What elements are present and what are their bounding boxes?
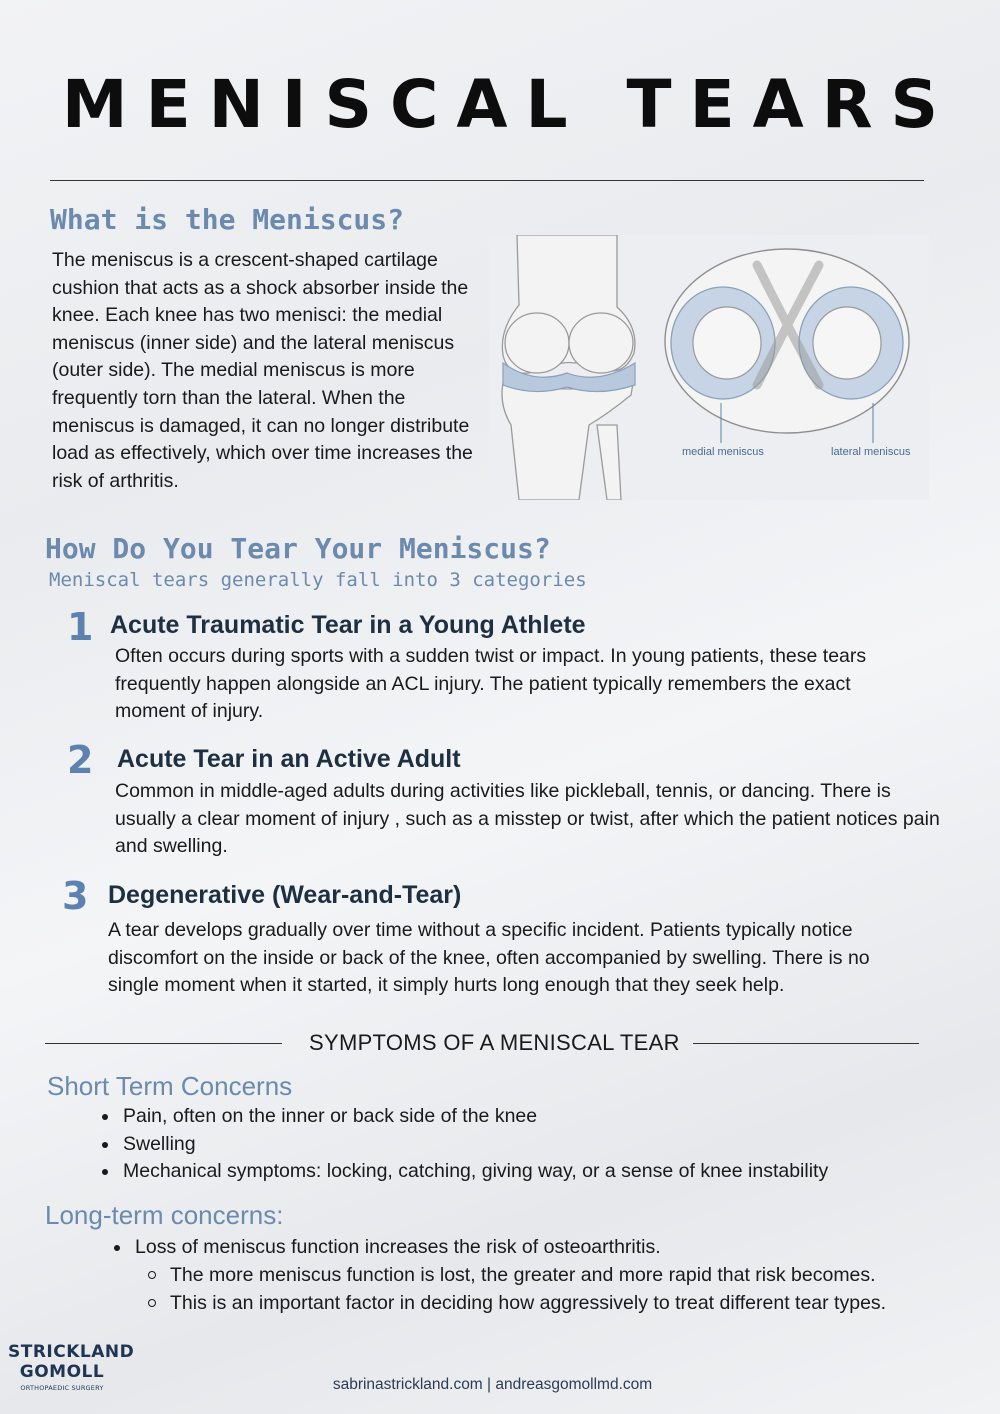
- category-2-number: 2: [67, 738, 94, 782]
- footer-websites: sabrinastrickland.com | andreasgomollmd.com: [332, 1376, 653, 1393]
- category-1-body: Often occurs during sports with a sudden twist or impact. In young patients, these tears frequently happen alongside an ACL injury. The patient typically remembers the exact moment of injury.: [115, 645, 867, 723]
- logo-line-3: ORTHOPAEDIC SURGERY: [20, 1384, 104, 1392]
- symptoms-rule-right: [693, 1043, 919, 1044]
- long-term-sublist: [170, 1262, 940, 1317]
- category-3-title: Degenerative (Wear-and-Tear): [108, 881, 462, 909]
- bullet-icon: [102, 1169, 108, 1175]
- short-term-heading: Short Term Concerns: [47, 1071, 293, 1101]
- meniscus-heading: What is the Meniscus?: [50, 203, 405, 236]
- list-item: Loss of meniscus function increases the risk of osteoarthritis.: [135, 1234, 935, 1262]
- meniscus-body: The meniscus is a crescent-shaped cartilage cushion that acts as a shock absorber inside the knee. Each knee has two menisci: the medial meniscus (inner side) and the lateral meniscus (outer side). The medial meniscus is more frequently torn than the lateral. When the meniscus is damaged, it can no longer distribute load as effectively, which over time increases the risk of arthritis.: [52, 249, 473, 492]
- page-title: MENISCAL TEARS: [61, 66, 957, 143]
- logo-line-2: GOMOLL: [19, 1362, 105, 1382]
- symptoms-rule-left: [45, 1043, 282, 1044]
- category-1-number: 1: [67, 605, 94, 649]
- category-3-body: A tear develops gradually over time without a specific incident. Patients typically notice discomfort on the inside or back of the knee, often accompanied by swelling. There is no single moment when it started, it simply hurts long enough that they seek help.: [108, 919, 870, 997]
- knee-illustration: [489, 235, 929, 500]
- list-item: The more meniscus function is lost, the greater and more rapid that risk becomes.: [170, 1262, 940, 1290]
- category-2-title: Acute Tear in an Active Adult: [117, 745, 461, 773]
- long-term-list: [135, 1234, 935, 1262]
- symptoms-label: SYMPTOMS OF A MENISCAL TEAR: [309, 1030, 680, 1055]
- bullet-icon: [102, 1142, 108, 1148]
- list-item: Pain, often on the inner or back side of the knee: [123, 1103, 923, 1131]
- knee-anatomy-drawing: [489, 235, 929, 500]
- sub-bullet-icon: [148, 1299, 156, 1307]
- lateral-meniscus-label: lateral meniscus: [831, 446, 911, 458]
- medial-meniscus-label: medial meniscus: [682, 446, 764, 458]
- list-item: Swelling: [123, 1131, 923, 1159]
- tear-subheading: Meniscal tears generally fall into 3 categories: [49, 569, 587, 591]
- bullet-icon: [102, 1114, 108, 1120]
- list-item: Mechanical symptoms: locking, catching, giving way, or a sense of knee instability: [123, 1158, 923, 1186]
- category-2-body: Common in middle-aged adults during activities like pickleball, tennis, or dancing. There is usually a clear moment of injury , such as a misstep or twist, after which the patient notices pain and swelling.: [115, 780, 940, 858]
- tear-heading: How Do You Tear Your Meniscus?: [45, 532, 551, 565]
- logo-line-1: STRICKLAND: [8, 1342, 135, 1362]
- category-1-title: Acute Traumatic Tear in a Young Athlete: [110, 611, 586, 639]
- list-item: This is an important factor in deciding how aggressively to treat different tear types.: [170, 1290, 940, 1318]
- category-3-number: 3: [62, 874, 89, 918]
- sub-bullet-icon: [148, 1271, 156, 1279]
- title-divider: [50, 180, 924, 181]
- short-term-list: [123, 1103, 923, 1186]
- long-term-heading: Long-term concerns:: [45, 1200, 284, 1230]
- bullet-icon: [114, 1245, 120, 1251]
